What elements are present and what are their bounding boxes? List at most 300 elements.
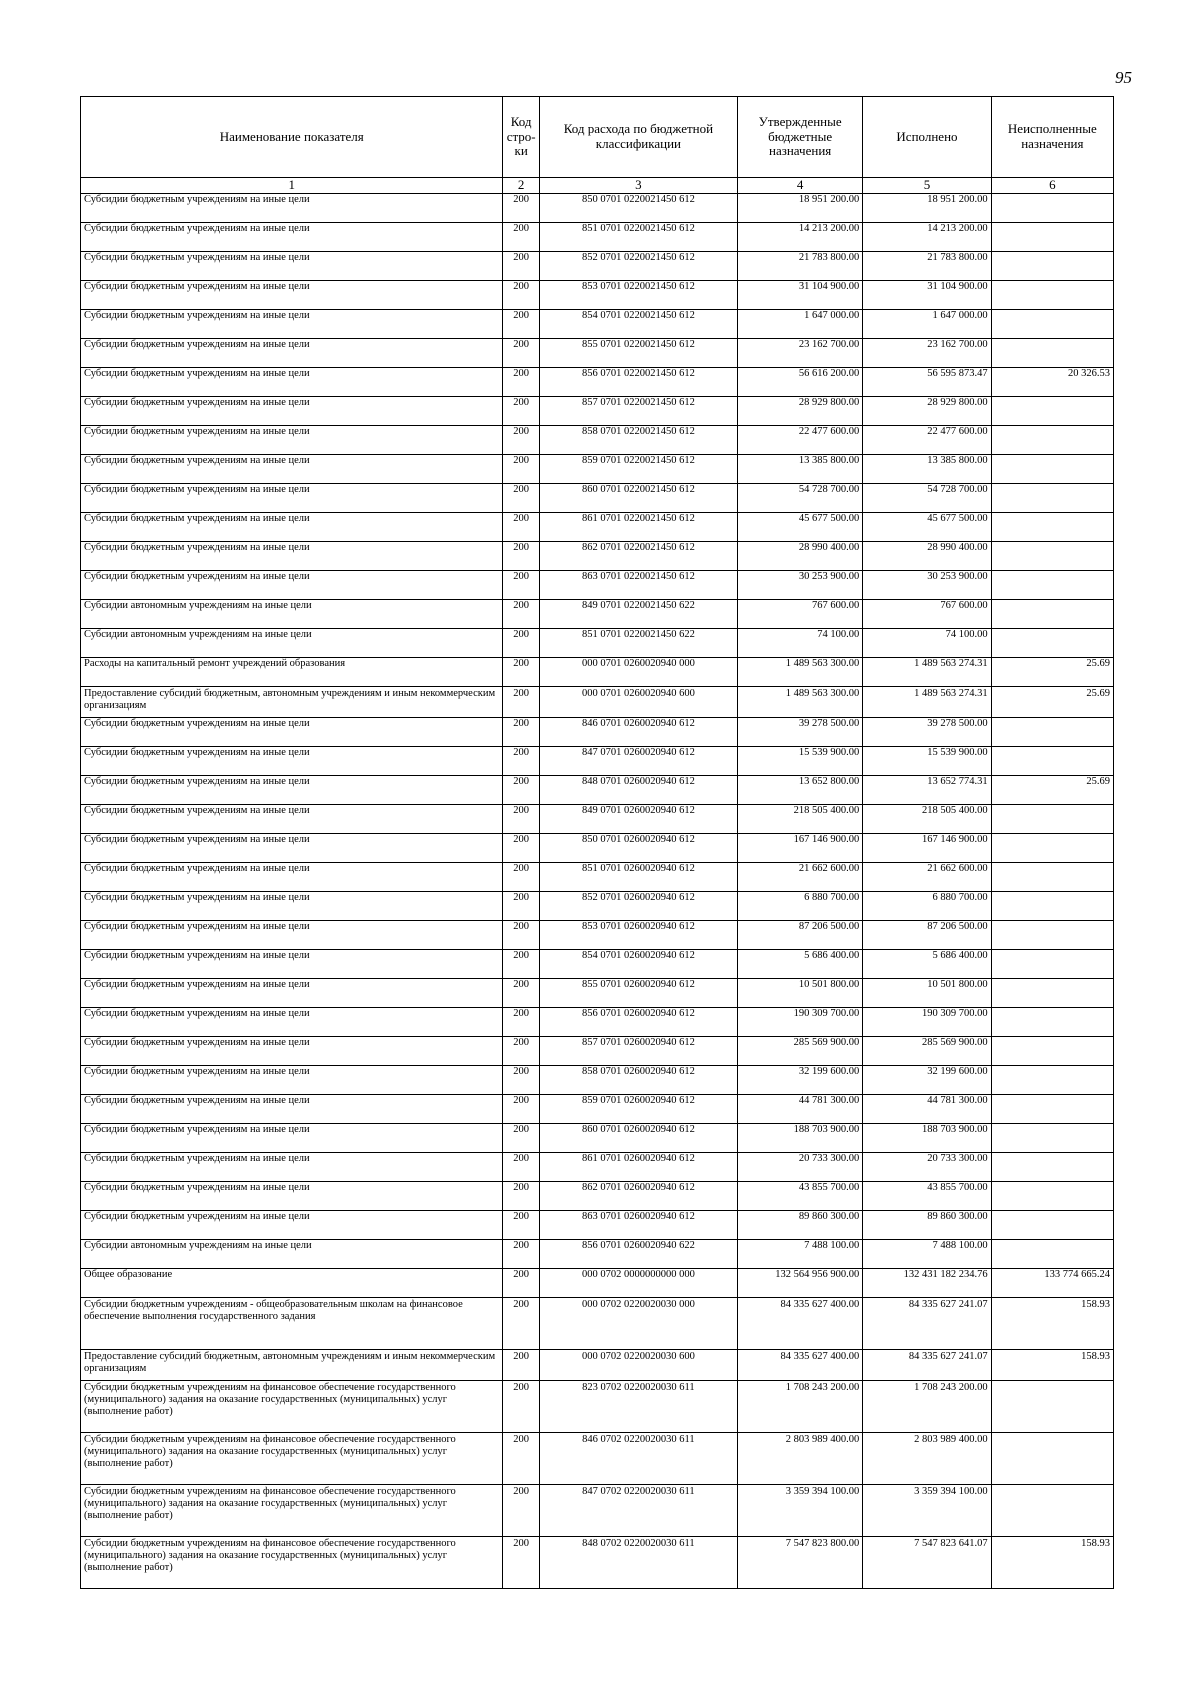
table-row <box>81 1297 1114 1349</box>
indicator-name: Субсидии бюджетным учреждениям на иные цели <box>81 193 503 222</box>
expense-code: 849 0701 0260020940 612 <box>539 804 737 833</box>
indicator-name: Субсидии бюджетным учреждениям на иные цели <box>81 949 503 978</box>
line-code: 200 <box>503 1380 539 1432</box>
unexecuted-amount <box>991 483 1113 512</box>
line-code: 200 <box>503 425 539 454</box>
table-row <box>81 628 1114 657</box>
table-row <box>81 1007 1114 1036</box>
expense-code: 857 0701 0220021450 612 <box>539 396 737 425</box>
unexecuted-amount <box>991 746 1113 775</box>
line-code: 200 <box>503 686 539 717</box>
column-number: 6 <box>991 178 1113 194</box>
unexecuted-amount <box>991 541 1113 570</box>
indicator-name: Субсидии бюджетным учреждениям на иные цели <box>81 1152 503 1181</box>
expense-code: 000 0701 0260020940 600 <box>539 686 737 717</box>
executed-amount: 21 662 600.00 <box>863 862 991 891</box>
unexecuted-amount <box>991 222 1113 251</box>
executed-amount: 39 278 500.00 <box>863 717 991 746</box>
unexecuted-amount <box>991 425 1113 454</box>
unexecuted-amount <box>991 628 1113 657</box>
expense-code: 846 0702 0220020030 611 <box>539 1432 737 1484</box>
executed-amount: 188 703 900.00 <box>863 1123 991 1152</box>
approved-amount: 7 488 100.00 <box>737 1239 862 1268</box>
unexecuted-amount <box>991 599 1113 628</box>
executed-amount: 31 104 900.00 <box>863 280 991 309</box>
indicator-name: Субсидии бюджетным учреждениям на финансовое обеспечение государственного (муниципального) задания на оказание государственных (муниципальных) услуг (выполнение работ) <box>81 1536 503 1588</box>
expense-code: 862 0701 0220021450 612 <box>539 541 737 570</box>
approved-amount: 14 213 200.00 <box>737 222 862 251</box>
line-code: 200 <box>503 1152 539 1181</box>
table-row <box>81 657 1114 686</box>
column-number: 5 <box>863 178 991 194</box>
executed-amount: 89 860 300.00 <box>863 1210 991 1239</box>
executed-amount: 3 359 394 100.00 <box>863 1484 991 1536</box>
expense-code: 000 0702 0220020030 000 <box>539 1297 737 1349</box>
approved-amount: 45 677 500.00 <box>737 512 862 541</box>
unexecuted-amount <box>991 251 1113 280</box>
table-row <box>81 833 1114 862</box>
executed-amount: 7 488 100.00 <box>863 1239 991 1268</box>
expense-code: 846 0701 0260020940 612 <box>539 717 737 746</box>
column-number: 3 <box>539 178 737 194</box>
unexecuted-amount <box>991 396 1113 425</box>
executed-amount: 190 309 700.00 <box>863 1007 991 1036</box>
indicator-name: Субсидии бюджетным учреждениям на финансовое обеспечение государственного (муниципального) задания на оказание государственных (муниципальных) услуг (выполнение работ) <box>81 1380 503 1432</box>
line-code: 200 <box>503 338 539 367</box>
executed-amount: 87 206 500.00 <box>863 920 991 949</box>
table-row <box>81 512 1114 541</box>
indicator-name: Субсидии бюджетным учреждениям на иные цели <box>81 483 503 512</box>
header-unexecuted: Неисполненные назначения <box>991 97 1113 178</box>
executed-amount: 7 547 823 641.07 <box>863 1536 991 1588</box>
line-code: 200 <box>503 628 539 657</box>
table-row <box>81 686 1114 717</box>
header-approved: Утвержденные бюджетные назначения <box>737 97 862 178</box>
executed-amount: 21 783 800.00 <box>863 251 991 280</box>
expense-code: 848 0701 0260020940 612 <box>539 775 737 804</box>
indicator-name: Субсидии бюджетным учреждениям на иные цели <box>81 251 503 280</box>
expense-code: 850 0701 0220021450 612 <box>539 193 737 222</box>
unexecuted-amount <box>991 862 1113 891</box>
expense-code: 853 0701 0220021450 612 <box>539 280 737 309</box>
unexecuted-amount: 158.93 <box>991 1536 1113 1588</box>
unexecuted-amount <box>991 1239 1113 1268</box>
approved-amount: 1 489 563 300.00 <box>737 657 862 686</box>
executed-amount: 54 728 700.00 <box>863 483 991 512</box>
table-row <box>81 1484 1114 1536</box>
approved-amount: 15 539 900.00 <box>737 746 862 775</box>
unexecuted-amount: 25.69 <box>991 775 1113 804</box>
table-row <box>81 746 1114 775</box>
indicator-name: Субсидии бюджетным учреждениям на иные цели <box>81 833 503 862</box>
unexecuted-amount <box>991 454 1113 483</box>
indicator-name: Субсидии бюджетным учреждениям на иные цели <box>81 1065 503 1094</box>
approved-amount: 188 703 900.00 <box>737 1123 862 1152</box>
line-code: 200 <box>503 746 539 775</box>
unexecuted-amount <box>991 1210 1113 1239</box>
line-code: 200 <box>503 541 539 570</box>
line-code: 200 <box>503 599 539 628</box>
table-row <box>81 775 1114 804</box>
unexecuted-amount <box>991 1181 1113 1210</box>
line-code: 200 <box>503 804 539 833</box>
table-row <box>81 1536 1114 1588</box>
indicator-name: Субсидии бюджетным учреждениям на иные цели <box>81 746 503 775</box>
unexecuted-amount <box>991 833 1113 862</box>
indicator-name: Субсидии бюджетным учреждениям на иные цели <box>81 570 503 599</box>
executed-amount: 43 855 700.00 <box>863 1181 991 1210</box>
expense-code: 847 0702 0220020030 611 <box>539 1484 737 1536</box>
approved-amount: 21 783 800.00 <box>737 251 862 280</box>
table-row <box>81 396 1114 425</box>
approved-amount: 285 569 900.00 <box>737 1036 862 1065</box>
table-row <box>81 920 1114 949</box>
indicator-name: Субсидии автономным учреждениям на иные цели <box>81 1239 503 1268</box>
indicator-name: Субсидии бюджетным учреждениям на иные цели <box>81 1007 503 1036</box>
unexecuted-amount <box>991 1123 1113 1152</box>
line-code: 200 <box>503 1123 539 1152</box>
unexecuted-amount <box>991 949 1113 978</box>
executed-amount: 22 477 600.00 <box>863 425 991 454</box>
approved-amount: 218 505 400.00 <box>737 804 862 833</box>
expense-code: 858 0701 0220021450 612 <box>539 425 737 454</box>
unexecuted-amount <box>991 891 1113 920</box>
approved-amount: 21 662 600.00 <box>737 862 862 891</box>
line-code: 200 <box>503 1349 539 1380</box>
line-code: 200 <box>503 1484 539 1536</box>
approved-amount: 1 708 243 200.00 <box>737 1380 862 1432</box>
expense-code: 854 0701 0220021450 612 <box>539 309 737 338</box>
indicator-name: Субсидии бюджетным учреждениям на иные цели <box>81 891 503 920</box>
unexecuted-amount <box>991 1432 1113 1484</box>
table-row <box>81 717 1114 746</box>
executed-amount: 18 951 200.00 <box>863 193 991 222</box>
executed-amount: 2 803 989 400.00 <box>863 1432 991 1484</box>
table-row <box>81 862 1114 891</box>
unexecuted-amount <box>991 1036 1113 1065</box>
indicator-name: Субсидии бюджетным учреждениям на иные цели <box>81 1181 503 1210</box>
approved-amount: 23 162 700.00 <box>737 338 862 367</box>
line-code: 200 <box>503 483 539 512</box>
line-code: 200 <box>503 657 539 686</box>
unexecuted-amount <box>991 1094 1113 1123</box>
expense-code: 857 0701 0260020940 612 <box>539 1036 737 1065</box>
executed-amount: 45 677 500.00 <box>863 512 991 541</box>
approved-amount: 84 335 627 400.00 <box>737 1349 862 1380</box>
line-code: 200 <box>503 309 539 338</box>
executed-amount: 6 880 700.00 <box>863 891 991 920</box>
executed-amount: 74 100.00 <box>863 628 991 657</box>
approved-amount: 44 781 300.00 <box>737 1094 862 1123</box>
line-code: 200 <box>503 949 539 978</box>
indicator-name: Субсидии бюджетным учреждениям на иные цели <box>81 804 503 833</box>
table-row <box>81 338 1114 367</box>
header-executed: Исполнено <box>863 97 991 178</box>
approved-amount: 31 104 900.00 <box>737 280 862 309</box>
approved-amount: 39 278 500.00 <box>737 717 862 746</box>
line-code: 200 <box>503 978 539 1007</box>
column-number-row <box>81 178 1114 194</box>
table-row <box>81 280 1114 309</box>
line-code: 200 <box>503 1181 539 1210</box>
expense-code: 856 0701 0260020940 622 <box>539 1239 737 1268</box>
table-row <box>81 251 1114 280</box>
unexecuted-amount <box>991 193 1113 222</box>
indicator-name: Субсидии бюджетным учреждениям на иные цели <box>81 920 503 949</box>
indicator-name: Субсидии бюджетным учреждениям на иные цели <box>81 862 503 891</box>
line-code: 200 <box>503 717 539 746</box>
executed-amount: 44 781 300.00 <box>863 1094 991 1123</box>
line-code: 200 <box>503 454 539 483</box>
executed-amount: 132 431 182 234.76 <box>863 1268 991 1297</box>
indicator-name: Субсидии бюджетным учреждениям на иные цели <box>81 338 503 367</box>
approved-amount: 3 359 394 100.00 <box>737 1484 862 1536</box>
indicator-name: Общее образование <box>81 1268 503 1297</box>
table-row <box>81 570 1114 599</box>
line-code: 200 <box>503 367 539 396</box>
line-code: 200 <box>503 280 539 309</box>
unexecuted-amount: 25.69 <box>991 686 1113 717</box>
unexecuted-amount: 25.69 <box>991 657 1113 686</box>
unexecuted-amount <box>991 512 1113 541</box>
line-code: 200 <box>503 512 539 541</box>
line-code: 200 <box>503 920 539 949</box>
expense-code: 851 0701 0220021450 622 <box>539 628 737 657</box>
executed-amount: 1 489 563 274.31 <box>863 686 991 717</box>
expense-code: 848 0702 0220020030 611 <box>539 1536 737 1588</box>
indicator-name: Субсидии автономным учреждениям на иные цели <box>81 599 503 628</box>
approved-amount: 167 146 900.00 <box>737 833 862 862</box>
indicator-name: Субсидии бюджетным учреждениям на иные цели <box>81 425 503 454</box>
indicator-name: Субсидии бюджетным учреждениям - общеобразовательным школам на финансовое обеспечение выполнения государственного задания <box>81 1297 503 1349</box>
indicator-name: Субсидии бюджетным учреждениям на иные цели <box>81 512 503 541</box>
expense-code: 000 0701 0260020940 000 <box>539 657 737 686</box>
executed-amount: 15 539 900.00 <box>863 746 991 775</box>
executed-amount: 13 652 774.31 <box>863 775 991 804</box>
expense-code: 859 0701 0260020940 612 <box>539 1094 737 1123</box>
line-code: 200 <box>503 1297 539 1349</box>
expense-code: 860 0701 0220021450 612 <box>539 483 737 512</box>
expense-code: 862 0701 0260020940 612 <box>539 1181 737 1210</box>
approved-amount: 13 652 800.00 <box>737 775 862 804</box>
table-row <box>81 1432 1114 1484</box>
line-code: 200 <box>503 251 539 280</box>
approved-amount: 87 206 500.00 <box>737 920 862 949</box>
column-number: 1 <box>81 178 503 194</box>
expense-code: 847 0701 0260020940 612 <box>539 746 737 775</box>
column-number: 2 <box>503 178 539 194</box>
unexecuted-amount <box>991 338 1113 367</box>
table-row <box>81 1380 1114 1432</box>
executed-amount: 28 929 800.00 <box>863 396 991 425</box>
executed-amount: 767 600.00 <box>863 599 991 628</box>
line-code: 200 <box>503 833 539 862</box>
table-row <box>81 978 1114 1007</box>
header-line-code: Код стро-ки <box>503 97 539 178</box>
line-code: 200 <box>503 1065 539 1094</box>
unexecuted-amount <box>991 280 1113 309</box>
approved-amount: 74 100.00 <box>737 628 862 657</box>
indicator-name: Субсидии бюджетным учреждениям на иные цели <box>81 367 503 396</box>
expense-code: 863 0701 0220021450 612 <box>539 570 737 599</box>
expense-code: 000 0702 0220020030 600 <box>539 1349 737 1380</box>
table-row <box>81 425 1114 454</box>
approved-amount: 2 803 989 400.00 <box>737 1432 862 1484</box>
executed-amount: 285 569 900.00 <box>863 1036 991 1065</box>
line-code: 200 <box>503 1432 539 1484</box>
line-code: 200 <box>503 862 539 891</box>
expense-code: 855 0701 0220021450 612 <box>539 338 737 367</box>
expense-code: 859 0701 0220021450 612 <box>539 454 737 483</box>
expense-code: 855 0701 0260020940 612 <box>539 978 737 1007</box>
table-row <box>81 1152 1114 1181</box>
line-code: 200 <box>503 1239 539 1268</box>
table-row <box>81 599 1114 628</box>
approved-amount: 132 564 956 900.00 <box>737 1268 862 1297</box>
executed-amount: 5 686 400.00 <box>863 949 991 978</box>
table-row <box>81 454 1114 483</box>
approved-amount: 190 309 700.00 <box>737 1007 862 1036</box>
column-number: 4 <box>737 178 862 194</box>
executed-amount: 32 199 600.00 <box>863 1065 991 1094</box>
line-code: 200 <box>503 775 539 804</box>
table-row <box>81 1065 1114 1094</box>
approved-amount: 43 855 700.00 <box>737 1181 862 1210</box>
line-code: 200 <box>503 1007 539 1036</box>
unexecuted-amount <box>991 804 1113 833</box>
executed-amount: 84 335 627 241.07 <box>863 1349 991 1380</box>
indicator-name: Субсидии бюджетным учреждениям на иные цели <box>81 309 503 338</box>
indicator-name: Субсидии бюджетным учреждениям на иные цели <box>81 978 503 1007</box>
expense-code: 851 0701 0260020940 612 <box>539 862 737 891</box>
approved-amount: 54 728 700.00 <box>737 483 862 512</box>
table-row <box>81 367 1114 396</box>
line-code: 200 <box>503 222 539 251</box>
executed-amount: 84 335 627 241.07 <box>863 1297 991 1349</box>
approved-amount: 18 951 200.00 <box>737 193 862 222</box>
executed-amount: 1 647 000.00 <box>863 309 991 338</box>
unexecuted-amount <box>991 1380 1113 1432</box>
indicator-name: Субсидии бюджетным учреждениям на иные цели <box>81 541 503 570</box>
approved-amount: 10 501 800.00 <box>737 978 862 1007</box>
budget-execution-table <box>80 96 1114 1589</box>
unexecuted-amount: 133 774 665.24 <box>991 1268 1113 1297</box>
page-number: 95 <box>1115 68 1132 87</box>
expense-code: 823 0702 0220020030 611 <box>539 1380 737 1432</box>
approved-amount: 1 489 563 300.00 <box>737 686 862 717</box>
unexecuted-amount: 158.93 <box>991 1349 1113 1380</box>
indicator-name: Субсидии бюджетным учреждениям на иные цели <box>81 454 503 483</box>
executed-amount: 28 990 400.00 <box>863 541 991 570</box>
executed-amount: 1 708 243 200.00 <box>863 1380 991 1432</box>
table-row <box>81 1210 1114 1239</box>
unexecuted-amount <box>991 309 1113 338</box>
line-code: 200 <box>503 1210 539 1239</box>
indicator-name: Расходы на капитальный ремонт учреждений образования <box>81 657 503 686</box>
unexecuted-amount: 158.93 <box>991 1297 1113 1349</box>
executed-amount: 13 385 800.00 <box>863 454 991 483</box>
line-code: 200 <box>503 396 539 425</box>
expense-code: 849 0701 0220021450 622 <box>539 599 737 628</box>
table-row <box>81 1094 1114 1123</box>
indicator-name: Субсидии автономным учреждениям на иные цели <box>81 628 503 657</box>
executed-amount: 167 146 900.00 <box>863 833 991 862</box>
expense-code: 863 0701 0260020940 612 <box>539 1210 737 1239</box>
unexecuted-amount <box>991 570 1113 599</box>
unexecuted-amount <box>991 1007 1113 1036</box>
indicator-name: Субсидии бюджетным учреждениям на иные цели <box>81 222 503 251</box>
table-row <box>81 309 1114 338</box>
indicator-name: Субсидии бюджетным учреждениям на финансовое обеспечение государственного (муниципального) задания на оказание государственных (муниципальных) услуг (выполнение работ) <box>81 1484 503 1536</box>
executed-amount: 23 162 700.00 <box>863 338 991 367</box>
header-expense-code: Код расхода по бюджетной классификации <box>539 97 737 178</box>
unexecuted-amount <box>991 1484 1113 1536</box>
indicator-name: Субсидии бюджетным учреждениям на иные цели <box>81 280 503 309</box>
indicator-name: Субсидии бюджетным учреждениям на иные цели <box>81 1210 503 1239</box>
approved-amount: 84 335 627 400.00 <box>737 1297 862 1349</box>
table-row <box>81 193 1114 222</box>
line-code: 200 <box>503 1036 539 1065</box>
approved-amount: 5 686 400.00 <box>737 949 862 978</box>
unexecuted-amount <box>991 1152 1113 1181</box>
table-row <box>81 1349 1114 1380</box>
table-row <box>81 891 1114 920</box>
expense-code: 853 0701 0260020940 612 <box>539 920 737 949</box>
unexecuted-amount <box>991 978 1113 1007</box>
indicator-name: Предоставление субсидий бюджетным, автономным учреждениям и иным некоммерческим организациям <box>81 1349 503 1380</box>
line-code: 200 <box>503 1268 539 1297</box>
unexecuted-amount <box>991 920 1113 949</box>
line-code: 200 <box>503 1094 539 1123</box>
unexecuted-amount: 20 326.53 <box>991 367 1113 396</box>
indicator-name: Субсидии бюджетным учреждениям на иные цели <box>81 717 503 746</box>
expense-code: 856 0701 0220021450 612 <box>539 367 737 396</box>
line-code: 200 <box>503 570 539 599</box>
expense-code: 851 0701 0220021450 612 <box>539 222 737 251</box>
table-row <box>81 1123 1114 1152</box>
expense-code: 852 0701 0260020940 612 <box>539 891 737 920</box>
table-row <box>81 1268 1114 1297</box>
table-row <box>81 949 1114 978</box>
table-row <box>81 1239 1114 1268</box>
approved-amount: 13 385 800.00 <box>737 454 862 483</box>
indicator-name: Субсидии бюджетным учреждениям на иные цели <box>81 775 503 804</box>
unexecuted-amount <box>991 717 1113 746</box>
executed-amount: 10 501 800.00 <box>863 978 991 1007</box>
executed-amount: 56 595 873.47 <box>863 367 991 396</box>
line-code: 200 <box>503 193 539 222</box>
indicator-name: Субсидии бюджетным учреждениям на иные цели <box>81 1123 503 1152</box>
expense-code: 858 0701 0260020940 612 <box>539 1065 737 1094</box>
approved-amount: 1 647 000.00 <box>737 309 862 338</box>
executed-amount: 20 733 300.00 <box>863 1152 991 1181</box>
expense-code: 000 0702 0000000000 000 <box>539 1268 737 1297</box>
expense-code: 854 0701 0260020940 612 <box>539 949 737 978</box>
approved-amount: 32 199 600.00 <box>737 1065 862 1094</box>
table-row <box>81 1036 1114 1065</box>
executed-amount: 218 505 400.00 <box>863 804 991 833</box>
table-header-row <box>81 97 1114 178</box>
approved-amount: 56 616 200.00 <box>737 367 862 396</box>
executed-amount: 30 253 900.00 <box>863 570 991 599</box>
expense-code: 856 0701 0260020940 612 <box>539 1007 737 1036</box>
table-row <box>81 541 1114 570</box>
expense-code: 852 0701 0220021450 612 <box>539 251 737 280</box>
approved-amount: 22 477 600.00 <box>737 425 862 454</box>
line-code: 200 <box>503 891 539 920</box>
indicator-name: Предоставление субсидий бюджетным, автономным учреждениям и иным некоммерческим организациям <box>81 686 503 717</box>
approved-amount: 30 253 900.00 <box>737 570 862 599</box>
